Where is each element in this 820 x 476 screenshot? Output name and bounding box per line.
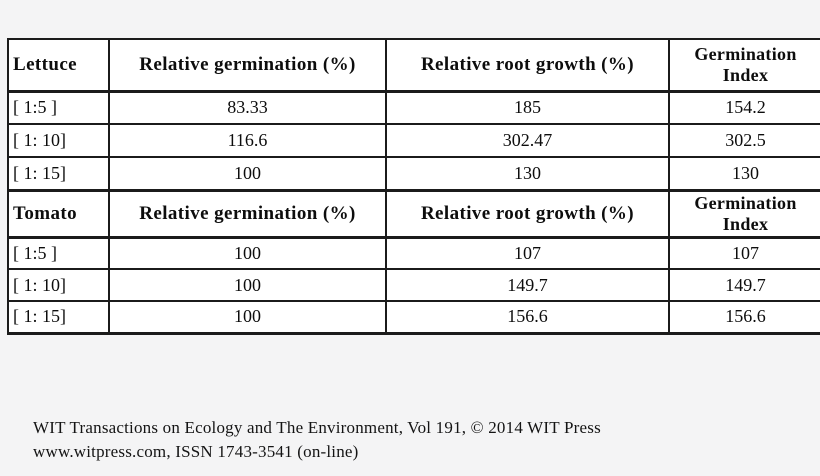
relative-germination-cell: 100 bbox=[109, 301, 386, 333]
footer-citation bbox=[33, 416, 601, 464]
column-header-relative-root-growth: Relative root growth (%) bbox=[386, 190, 669, 237]
dilution-cell: [ 1: 15] bbox=[8, 157, 109, 190]
column-header-germination-index bbox=[669, 190, 820, 237]
germination-index-line1: Germination bbox=[694, 192, 797, 213]
germination-index-cell: 154.2 bbox=[669, 91, 820, 124]
relative-root-growth-cell: 149.7 bbox=[386, 269, 669, 301]
section-title-lettuce: Lettuce bbox=[8, 39, 109, 91]
column-header-germination-index bbox=[669, 39, 820, 91]
dilution-cell: [ 1:5 ] bbox=[8, 91, 109, 124]
table-row-lettuce-1-10 bbox=[8, 124, 820, 157]
relative-germination-cell: 100 bbox=[109, 157, 386, 190]
dilution-cell: [ 1:5 ] bbox=[8, 237, 109, 269]
relative-germination-cell: 100 bbox=[109, 269, 386, 301]
relative-germination-cell: 100 bbox=[109, 237, 386, 269]
relative-root-growth-cell: 130 bbox=[386, 157, 669, 190]
germination-index-cell: 302.5 bbox=[669, 124, 820, 157]
relative-germination-cell: 116.6 bbox=[109, 124, 386, 157]
column-header-relative-root-growth: Relative root growth (%) bbox=[386, 39, 669, 91]
dilution-cell: [ 1: 15] bbox=[8, 301, 109, 333]
relative-root-growth-cell: 302.47 bbox=[386, 124, 669, 157]
germination-index-cell: 149.7 bbox=[669, 269, 820, 301]
table-row-tomato-1-10 bbox=[8, 269, 820, 301]
germination-results-table bbox=[7, 38, 820, 335]
table-row-tomato-1-15 bbox=[8, 301, 820, 333]
footer-citation-line1: WIT Transactions on Ecology and The Environment, Vol 191, © 2014 WIT Press bbox=[33, 418, 601, 437]
germination-index-line1: Germination bbox=[694, 43, 797, 64]
germination-index-cell: 156.6 bbox=[669, 301, 820, 333]
germination-index-cell: 130 bbox=[669, 157, 820, 190]
germination-index-line2: Index bbox=[722, 213, 769, 234]
relative-root-growth-cell: 107 bbox=[386, 237, 669, 269]
table-row-tomato-1-5 bbox=[8, 237, 820, 269]
relative-root-growth-cell: 185 bbox=[386, 91, 669, 124]
table-row-lettuce-1-15 bbox=[8, 157, 820, 190]
column-header-relative-germination: Relative germination (%) bbox=[109, 39, 386, 91]
section-title-tomato: Tomato bbox=[8, 190, 109, 237]
dilution-cell: [ 1: 10] bbox=[8, 269, 109, 301]
lettuce-header-row bbox=[8, 39, 820, 91]
dilution-cell: [ 1: 10] bbox=[8, 124, 109, 157]
footer-citation-line2: www.witpress.com, ISSN 1743-3541 (on-line) bbox=[33, 442, 359, 461]
relative-germination-cell: 83.33 bbox=[109, 91, 386, 124]
tomato-header-row bbox=[8, 190, 820, 237]
table-row-lettuce-1-5 bbox=[8, 91, 820, 124]
germination-index-line2: Index bbox=[722, 64, 769, 85]
column-header-relative-germination: Relative germination (%) bbox=[109, 190, 386, 237]
relative-root-growth-cell: 156.6 bbox=[386, 301, 669, 333]
germination-index-cell: 107 bbox=[669, 237, 820, 269]
